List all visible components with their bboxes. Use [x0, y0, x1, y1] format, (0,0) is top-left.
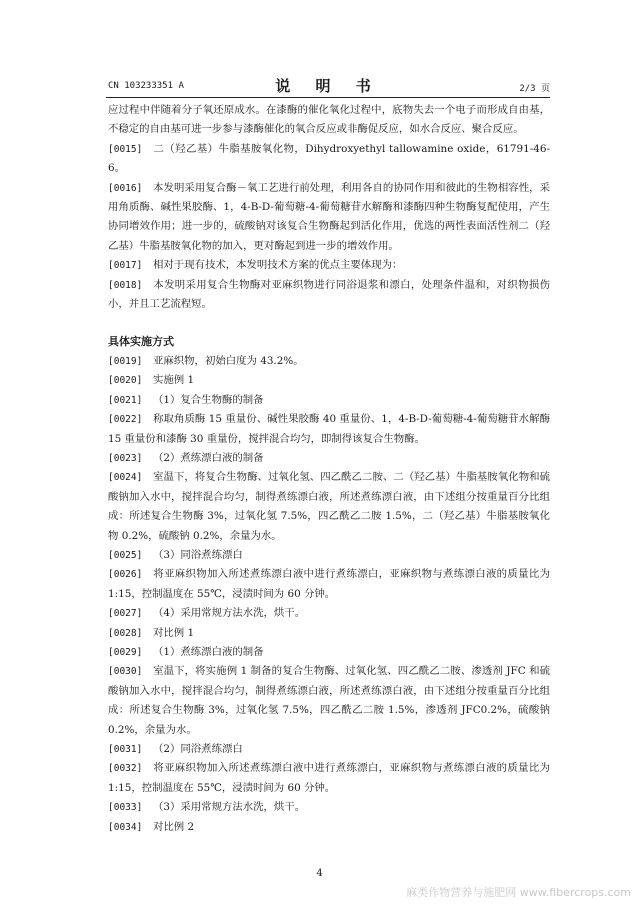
patent-number: CN 103233351 A	[108, 81, 184, 91]
paragraph-text: 应过程中伴随着分子氧还原成水。在漆酶的催化氧化过程中，底物失去一个电子而形成自由基，不稳定的自由基可进一步参与漆酶催化的氧合反应或非酶促反应，如水合反应、聚合反应。	[108, 104, 550, 136]
paragraph-number: [0025]	[108, 549, 143, 561]
paragraph-0033	[108, 798, 550, 817]
paragraph-text: （2）煮练漂白液的制备	[153, 451, 264, 464]
paragraph-number: [0015]	[108, 143, 143, 155]
paragraph-0031	[108, 740, 550, 759]
paragraph-text: （2）同浴煮练漂白	[153, 743, 243, 755]
paragraph-number: [0033]	[108, 802, 143, 814]
paragraph-number: [0016]	[108, 182, 143, 194]
paragraph-number: [0034]	[108, 821, 143, 833]
paragraph-number: [0032]	[108, 763, 143, 775]
paragraph-number: [0023]	[108, 452, 143, 464]
paragraph-0018	[108, 276, 550, 315]
paragraph-number: [0029]	[108, 646, 143, 658]
paragraph-0022	[108, 410, 550, 449]
paragraph-0028	[108, 624, 550, 643]
paragraph-number: [0026]	[108, 569, 143, 581]
watermark: 麻类作物营养与施肥网 www.fibercrops.com	[406, 886, 631, 899]
paragraph-number: [0022]	[108, 414, 143, 426]
paragraph-0017	[108, 256, 550, 275]
paragraph-0026	[108, 565, 550, 604]
paragraph-number: [0019]	[108, 355, 143, 367]
paragraph-text: 实施例 1	[153, 374, 195, 387]
paragraph-0032	[108, 759, 550, 798]
page-header	[106, 75, 550, 98]
paragraph-0020	[108, 371, 550, 390]
paragraph-text: 称取角质酶 15 重量份、碱性果胶酶 40 重量份、1，4-Β-D-葡萄糖-4-葡萄糖苷水解酶 15 重量份和漆酶 30 重量份，搅拌混合均匀，即制得该复合生物酶。	[108, 413, 550, 445]
paragraph-number: [0021]	[108, 394, 143, 406]
paragraph-text: （4）采用常规方法水洗，烘干。	[153, 607, 306, 620]
paragraph-0034	[108, 818, 550, 837]
paragraph-0015	[108, 140, 550, 179]
paragraph-text: 二（羟乙基）牛脂基胺氧化物，Dihydroxyethyl tallowamine oxide，61791-46-6。	[108, 142, 550, 175]
paragraph	[108, 101, 550, 140]
paragraph-text: （1）复合生物酶的制备	[153, 393, 264, 406]
paragraph-text: 对比例 2	[153, 820, 195, 833]
paragraph-text: 相对于现有技术，本发明技术方案的优点主要体现为：	[153, 259, 403, 272]
paragraph-number: [0028]	[108, 627, 143, 639]
paragraph-0019	[108, 352, 550, 371]
section-title: 具体实施方式	[108, 335, 174, 349]
page-number: 4	[316, 868, 323, 879]
paragraph-text: 室温下，将实施例 1 制备的复合生物酶、过氧化氢、四乙酰乙二胺、渗透剂 JFC 和硫酸钠加入水中，搅拌混合均匀，制得煮练漂白液，所述煮练漂白液，由下述组分按重量百分比组成：所述复合生物酶 3%，过氧化氢 7.5%，四乙酰乙二胺 1.5%，渗透剂 JFC0.2%，硫酸钠 0.2%，余量为水。	[108, 665, 550, 736]
paragraph-text: 室温下，将复合生物酶、过氧化氢、四乙酰乙二胺、二（羟乙基）牛脂基胺氧化物和硫酸钠加入水中，搅拌混合均匀，制得煮练漂白液，所述煮练漂白液，由下述组分按重量百分比组成：所述复合生物酶 3%，过氧化氢 7.5%，四乙酰乙二胺 1.5%，二（羟乙基）牛脂基胺氧化物 0.2%，硫酸钠 0.2%，余量为水。	[108, 471, 550, 542]
paragraph-number: [0020]	[108, 375, 143, 387]
paragraph-number: [0024]	[108, 472, 143, 484]
paragraph-0027	[108, 604, 550, 623]
paragraph-text: 本发明采用复合生物酶对亚麻织物进行同浴退浆和漂白，处理条件温和，对织物损伤小，并且工艺流程短。	[108, 278, 550, 311]
document-title: 说 明 书	[275, 77, 381, 95]
paragraph-text: （3）同浴煮练漂白	[153, 548, 243, 561]
paragraph-text: （1）煮练漂白液的制备	[153, 645, 264, 658]
paragraph-text: 将亚麻织物加入所述煮练漂白液中进行煮练漂白，亚麻织物与煮练漂白液的质量比为 1:15，控制温度在 55℃，浸渍时间为 60 分钟。	[108, 568, 550, 600]
paragraph-text: （3）采用常规方法水洗，烘干。	[153, 801, 306, 814]
paragraph-text: 亚麻织物，初始白度为 43.2%。	[153, 354, 304, 367]
paragraph-0023	[108, 449, 550, 468]
paragraph-0021	[108, 391, 550, 410]
paragraph-0024	[108, 468, 550, 546]
paragraph-0025	[108, 546, 550, 565]
paragraph-text: 对比例 1	[153, 626, 195, 639]
paragraph-number: [0031]	[108, 744, 143, 755]
page-label: 2/3 页	[519, 84, 550, 94]
paragraph-text: 将亚麻织物加入所述煮练漂白液中进行煮练漂白，亚麻织物与煮练漂白液的质量比为 1:15，控制温度在 55℃，浸渍时间为 60 分钟。	[108, 762, 550, 794]
paragraph-0029	[108, 643, 550, 662]
document-body	[108, 101, 550, 837]
paragraph-0030	[108, 662, 550, 740]
paragraph-number: [0018]	[108, 279, 143, 291]
paragraph-number: [0027]	[108, 608, 143, 620]
paragraph-0016	[108, 179, 550, 257]
paragraph-number: [0030]	[108, 666, 143, 678]
paragraph-text: 本发明采用复合酶－氧工艺进行前处理，利用各自的协同作用和彼此的生物相容性，采用角质酶、碱性果胶酶、1，4-Β-D-葡萄糖-4-葡萄糖苷水解酶和漆酶四种生物酶复配使用，产生协同增效作用；进一步的，硫酸钠对该复合生物酶起到活化作用，优选的两性表面活性剂二（羟乙基）牛脂基胺氧化物的加入，更对酶起到进一步的增效作用。	[108, 181, 550, 252]
paragraph-number: [0017]	[108, 260, 143, 272]
